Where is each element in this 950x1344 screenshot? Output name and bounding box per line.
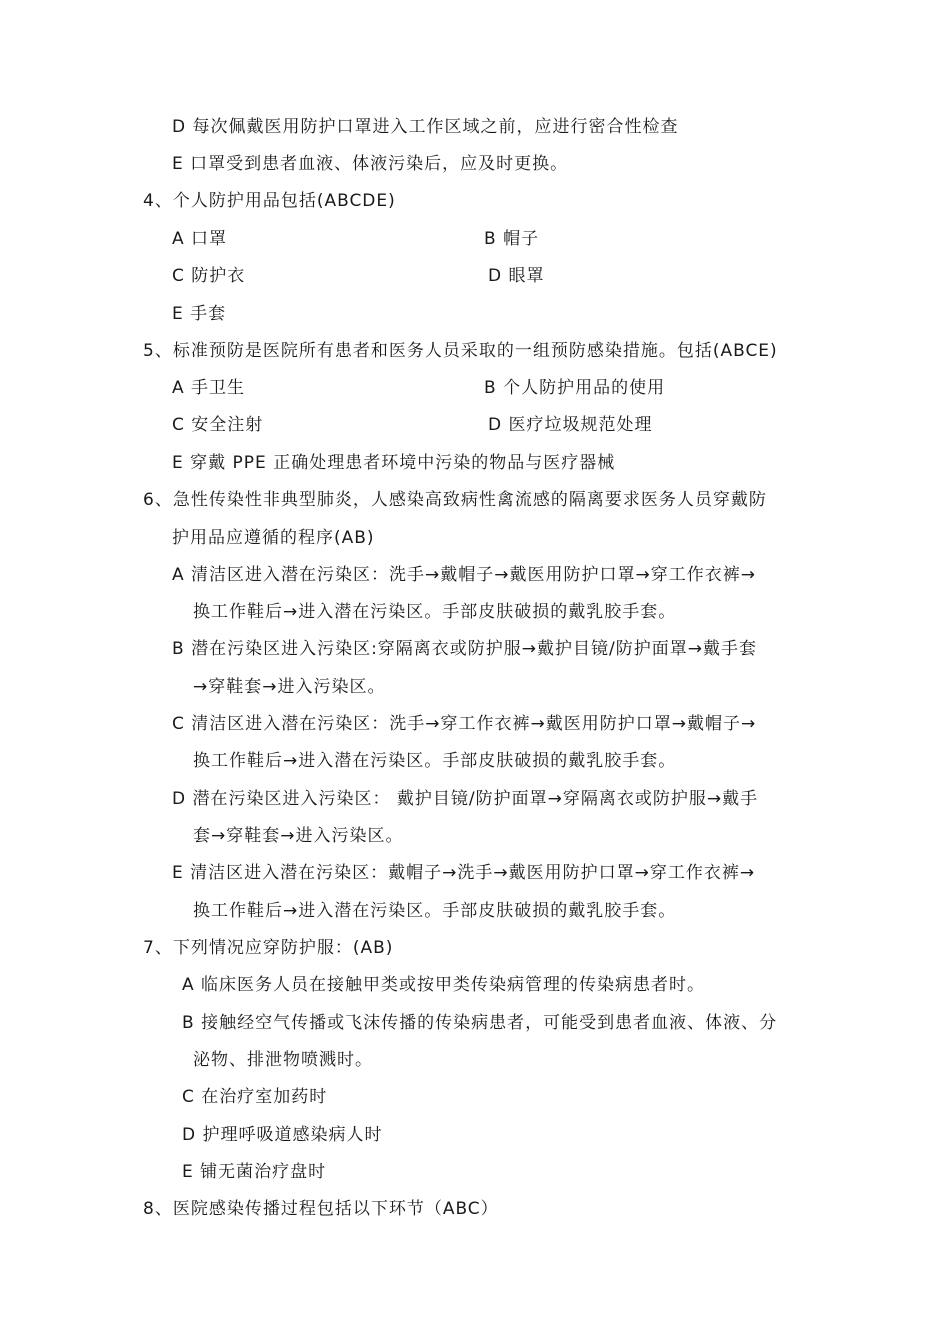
question-4: 4、个人防护用品包括(ABCDE) xyxy=(143,191,396,211)
option-b-q7-cont: 泌物、排泄物喷溅时。 xyxy=(193,1050,373,1070)
option-e-q3: E 口罩受到患者血液、体液污染后，应及时更换。 xyxy=(172,154,569,174)
question-6-cont: 护用品应遵循的程序(AB) xyxy=(172,528,375,548)
option-a-q5: A 手卫生 xyxy=(172,378,246,398)
option-d-q5: D 医疗垃圾规范处理 xyxy=(488,415,653,435)
option-c-q6-cont: 换工作鞋后→进入潜在污染区。手部皮肤破损的戴乳胶手套。 xyxy=(193,751,677,771)
option-d-q7: D 护理呼吸道感染病人时 xyxy=(182,1125,383,1145)
option-e-q6: E 清洁区进入潜在污染区：戴帽子→洗手→戴医用防护口罩→穿工作衣裤→ xyxy=(172,863,756,883)
option-b-q5: B 个人防护用品的使用 xyxy=(484,378,666,398)
option-e-q4: E 手套 xyxy=(172,304,227,324)
option-a-q4: A 口罩 xyxy=(172,229,228,249)
option-e-q6-cont: 换工作鞋后→进入潜在污染区。手部皮肤破损的戴乳胶手套。 xyxy=(193,901,677,921)
option-e-q7: E 铺无菌治疗盘时 xyxy=(182,1162,327,1182)
option-b-q6: B 潜在污染区进入污染区:穿隔离衣或防护服→戴护目镜/防护面罩→戴手套 xyxy=(172,639,758,659)
option-a-q6-cont: 换工作鞋后→进入潜在污染区。手部皮肤破损的戴乳胶手套。 xyxy=(193,602,677,622)
option-d-q6-cont: 套→穿鞋套→进入污染区。 xyxy=(193,826,404,846)
option-a-q7: A 临床医务人员在接触甲类或按甲类传染病管理的传染病患者时。 xyxy=(182,975,706,995)
option-c-q4: C 防护衣 xyxy=(172,266,246,286)
option-d-q6: D 潜在污染区进入污染区： 戴护目镜/防护面罩→穿隔离衣或防护服→戴手 xyxy=(172,789,759,809)
option-c-q6: C 清洁区进入潜在污染区：洗手→穿工作衣裤→戴医用防护口罩→戴帽子→ xyxy=(172,714,757,734)
option-d-q3: D 每次佩戴医用防护口罩进入工作区域之前，应进行密合性检查 xyxy=(172,117,679,137)
option-b-q6-cont: →穿鞋套→进入污染区。 xyxy=(193,677,386,697)
option-a-q6: A 清洁区进入潜在污染区：洗手→戴帽子→戴医用防护口罩→穿工作衣裤→ xyxy=(172,565,757,585)
option-d-q4: D 眼罩 xyxy=(488,266,545,286)
question-6: 6、急性传染性非典型肺炎，人感染高致病性禽流感的隔离要求医务人员穿戴防 xyxy=(143,490,767,510)
option-c-q7: C 在治疗室加药时 xyxy=(182,1087,328,1107)
question-5: 5、标准预防是医院所有患者和医务人员采取的一组预防感染措施。包括(ABCE) xyxy=(143,341,778,361)
option-b-q7: B 接触经空气传播或飞沫传播的传染病患者，可能受到患者血液、体液、分 xyxy=(182,1013,778,1033)
question-8: 8、医院感染传播过程包括以下环节（ABC） xyxy=(143,1199,499,1219)
option-c-q5: C 安全注射 xyxy=(172,415,264,435)
question-7: 7、下列情况应穿防护服：(AB) xyxy=(143,938,394,958)
option-b-q4: B 帽子 xyxy=(484,229,540,249)
option-e-q5: E 穿戴 PPE 正确处理患者环境中污染的物品与医疗器械 xyxy=(172,453,616,473)
